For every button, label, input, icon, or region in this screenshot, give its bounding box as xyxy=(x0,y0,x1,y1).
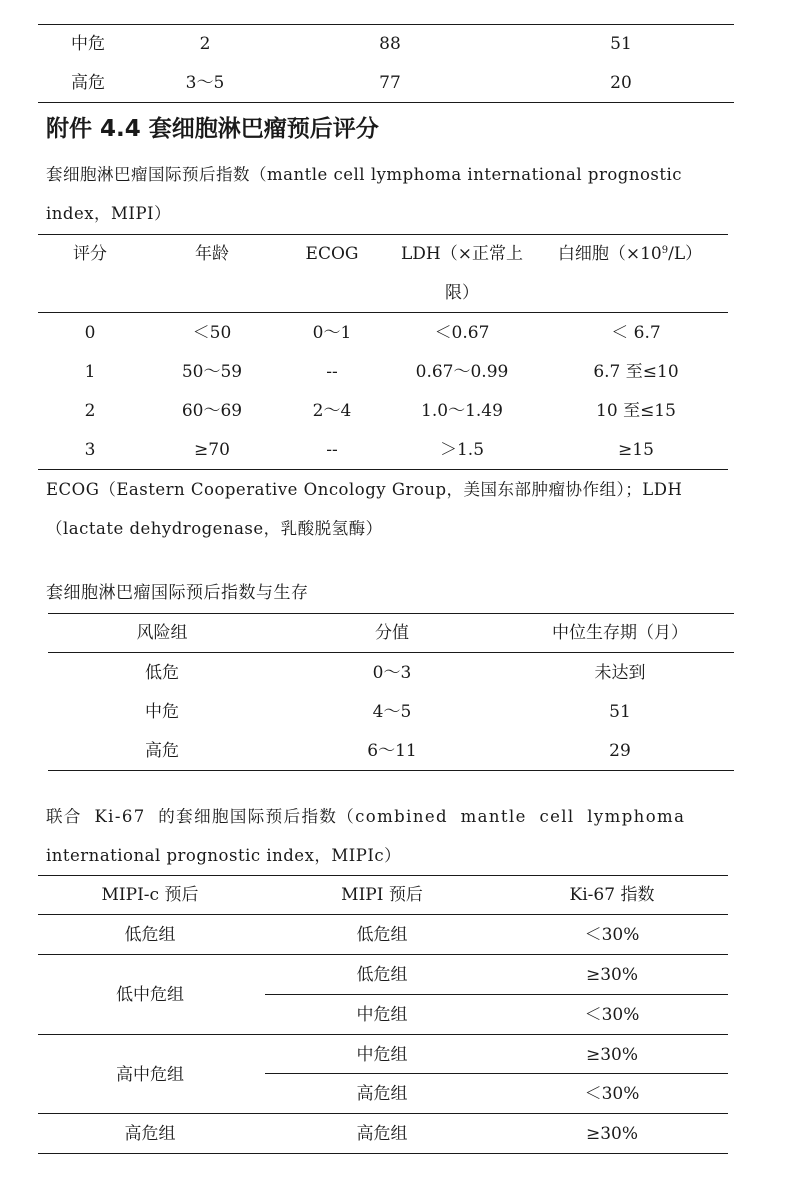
mipi-note-line: （lactate dehydrogenase，乳酸脱氢酶） xyxy=(46,519,383,538)
table-cell: -- xyxy=(326,440,338,460)
table-cell: 高危组 xyxy=(356,1124,408,1144)
mipic-group-label: 高中危组 xyxy=(116,1065,184,1085)
mipi-table-header-rule xyxy=(38,312,728,313)
table-cell: 0～1 xyxy=(312,323,352,343)
mipic-intro-line: international prognostic index，MIPIc） xyxy=(46,846,402,865)
section-heading: 附件 4.4 套细胞淋巴瘤预后评分 xyxy=(46,116,379,142)
table-cell: 高危 xyxy=(71,73,105,93)
table-cell: 1.0～1.49 xyxy=(421,401,503,421)
table-cell: 中危组 xyxy=(356,1005,408,1025)
table-cell: 50～59 xyxy=(181,362,243,382)
table-cell: 高危 xyxy=(145,741,179,761)
mipic-group-label: 低中危组 xyxy=(116,985,184,1005)
table-cell: ＜30% xyxy=(584,925,640,945)
table-cell: ≥70 xyxy=(194,440,230,460)
top-table-bottom-rule xyxy=(38,102,734,103)
header-ldh-cont: 限） xyxy=(445,283,479,303)
header-score-value: 分值 xyxy=(375,623,409,643)
header-wbc xyxy=(540,243,720,265)
header-score: 评分 xyxy=(73,244,107,264)
mipic-group-rule xyxy=(38,1113,728,1114)
header-median-survival: 中位生存期（月） xyxy=(552,623,688,643)
table-cell: ≥30% xyxy=(585,1124,639,1144)
header-wbc-prefix: 白细胞（×10 xyxy=(557,244,662,264)
survival-caption: 套细胞淋巴瘤国际预后指数与生存 xyxy=(46,583,309,603)
table-cell: -- xyxy=(326,362,338,382)
table-cell: 6～11 xyxy=(367,741,417,761)
table-cell: 2～4 xyxy=(312,401,352,421)
header-ecog: ECOG xyxy=(305,244,359,264)
survival-table-top-rule xyxy=(48,613,734,614)
mipic-intro-line: 联合 Ki-67 的套细胞国际预后指数（combined mantle cell lymphoma xyxy=(46,807,686,826)
mipic-table-header-rule xyxy=(38,914,728,915)
mipi-note-line: ECOG（Eastern Cooperative Oncology Group，美国东部肿瘤协作组）；LDH xyxy=(46,480,683,499)
header-age: 年龄 xyxy=(195,244,229,264)
table-cell: 1 xyxy=(84,362,96,382)
mipic-sub-rule xyxy=(265,1073,728,1074)
table-cell: 未达到 xyxy=(594,663,646,683)
table-cell: 高危组 xyxy=(356,1084,408,1104)
table-cell: 3～5 xyxy=(185,73,225,93)
table-cell: 中危 xyxy=(71,34,105,54)
header-ldh: LDH（×正常上 xyxy=(401,244,523,264)
table-cell: 低危组 xyxy=(356,965,408,985)
table-cell: 0 xyxy=(84,323,96,343)
mipic-group-label: 高危组 xyxy=(124,1124,176,1144)
mipi-table-top-rule xyxy=(38,234,728,235)
mipic-group-rule xyxy=(38,954,728,955)
survival-table-bottom-rule xyxy=(48,770,734,771)
table-cell: ＞1.5 xyxy=(439,440,485,460)
table-cell: ＜50 xyxy=(192,323,232,343)
table-cell: 中危 xyxy=(145,702,179,722)
table-cell: ＜ 6.7 xyxy=(611,323,661,343)
table-cell: 10 至≤15 xyxy=(596,401,676,421)
table-cell: 51 xyxy=(610,34,632,54)
table-cell: 6.7 至≤10 xyxy=(593,362,679,382)
table-cell: 51 xyxy=(609,702,631,722)
table-cell: 低危 xyxy=(145,663,179,683)
table-cell: 29 xyxy=(609,741,631,761)
table-cell: 3 xyxy=(84,440,96,460)
table-cell: ≥30% xyxy=(585,1045,639,1065)
table-cell: 中危组 xyxy=(356,1045,408,1065)
header-risk-group: 风险组 xyxy=(136,623,188,643)
table-cell: ≥15 xyxy=(618,440,654,460)
table-cell: ＜30% xyxy=(584,1084,640,1104)
table-cell: 60～69 xyxy=(181,401,243,421)
mipic-group-rule xyxy=(38,1034,728,1035)
mipi-intro-line: index，MIPI） xyxy=(46,204,172,223)
table-cell: 4～5 xyxy=(372,702,412,722)
table-cell: ≥30% xyxy=(585,965,639,985)
table-cell: 88 xyxy=(379,34,401,54)
table-cell: 20 xyxy=(610,73,632,93)
header-wbc-suffix: /L） xyxy=(668,244,703,264)
survival-table-header-rule xyxy=(48,652,734,653)
header-wbc-exp: 9 xyxy=(661,245,669,256)
mipi-table-bottom-rule xyxy=(38,469,728,470)
table-cell: 2 xyxy=(84,401,96,421)
top-table-top-rule xyxy=(38,24,734,25)
mipi-intro-line: 套细胞淋巴瘤国际预后指数（mantle cell lymphoma international prognostic xyxy=(46,165,683,184)
table-cell: ＜0.67 xyxy=(434,323,490,343)
table-cell: 0～3 xyxy=(372,663,412,683)
mipic-table-bottom-rule xyxy=(38,1153,728,1154)
mipic-group-label: 低危组 xyxy=(124,925,176,945)
header-ki67-index: Ki-67 指数 xyxy=(569,885,655,905)
table-cell: 低危组 xyxy=(356,925,408,945)
mipic-table-top-rule xyxy=(38,875,728,876)
table-cell: 0.67～0.99 xyxy=(415,362,509,382)
table-cell: ＜30% xyxy=(584,1005,640,1025)
mipic-sub-rule xyxy=(265,994,728,995)
header-mipic-prognosis: MIPI-c 预后 xyxy=(101,885,199,905)
table-cell: 77 xyxy=(379,73,401,93)
table-cell: 2 xyxy=(199,34,211,54)
header-mipi-prognosis: MIPI 预后 xyxy=(341,885,423,905)
